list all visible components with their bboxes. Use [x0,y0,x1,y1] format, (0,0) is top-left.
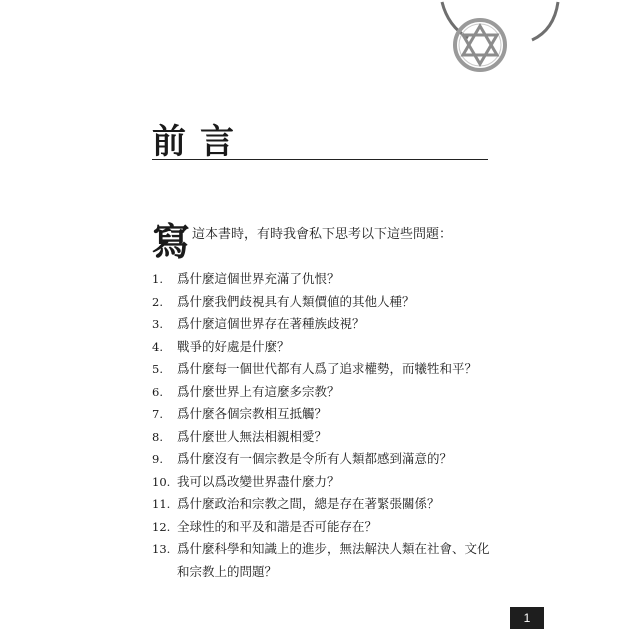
item-text: 戰爭的好處是什麼？ [177,338,290,354]
list-item [152,381,492,404]
list-item [152,268,492,291]
list-item [152,448,492,471]
item-number: 8. [152,429,163,444]
title-divider [152,159,488,160]
item-text: 爲什麼政治和宗教之間，總是存在著緊張關係？ [177,496,440,511]
page-number: 1 [510,607,544,629]
item-text: 爲什麼科學和知識上的進步，無法解決人類在社會、文化 [177,541,490,556]
item-text: 爲什麼世界上有這麼多宗教？ [177,383,340,399]
item-text: 爲什麼各個宗教相互抵觸？ [177,406,328,421]
star-of-david-pendant-icon [440,0,560,100]
item-number: 12. [152,519,171,534]
item-number: 11. [152,497,171,511]
item-number: 13. [152,542,171,556]
item-text: 爲什麼這個世界存在著種族歧視？ [177,316,365,331]
list-item [152,358,492,381]
item-text: 爲什麼每一個世代都有人爲了追求權勢，而犧牲和平？ [177,361,478,376]
item-text: 我可以爲改變世界盡什麼力？ [177,473,340,489]
list-item [152,291,492,314]
item-number: 5. [152,362,163,376]
item-text: 爲什麼世人無法相親相愛？ [177,428,328,444]
intro-text: 這本書時，有時我會私下思考以下這些問題： [192,227,453,242]
item-number: 7. [152,407,163,421]
list-item [152,403,492,426]
item-number: 3. [152,317,163,331]
item-text-continuation: 和宗教上的問題？ [177,563,278,579]
item-number: 6. [152,384,163,399]
item-number: 9. [152,452,163,466]
page-title: 前言 [152,122,248,162]
question-list [152,268,492,583]
item-text: 全球性的和平及和諧是否可能存在？ [177,518,378,534]
list-item [152,471,492,494]
list-item [152,538,492,583]
drop-cap: 寫 [152,219,191,264]
list-item [152,493,492,516]
item-text: 爲什麼這個世界充滿了仇恨？ [177,271,340,286]
item-number: 1. [152,272,163,286]
item-text-group [177,538,492,583]
item-text: 爲什麼我們歧視具有人類價値的其他人種？ [177,293,415,309]
list-item [152,336,492,359]
item-text: 爲什麼沒有一個宗教是令所有人類都感到滿意的？ [177,451,453,466]
list-item [152,516,492,539]
item-number: 10. [152,474,171,489]
item-number: 4. [152,339,163,354]
list-item [152,313,492,336]
item-number: 2. [152,294,163,309]
list-item [152,426,492,449]
